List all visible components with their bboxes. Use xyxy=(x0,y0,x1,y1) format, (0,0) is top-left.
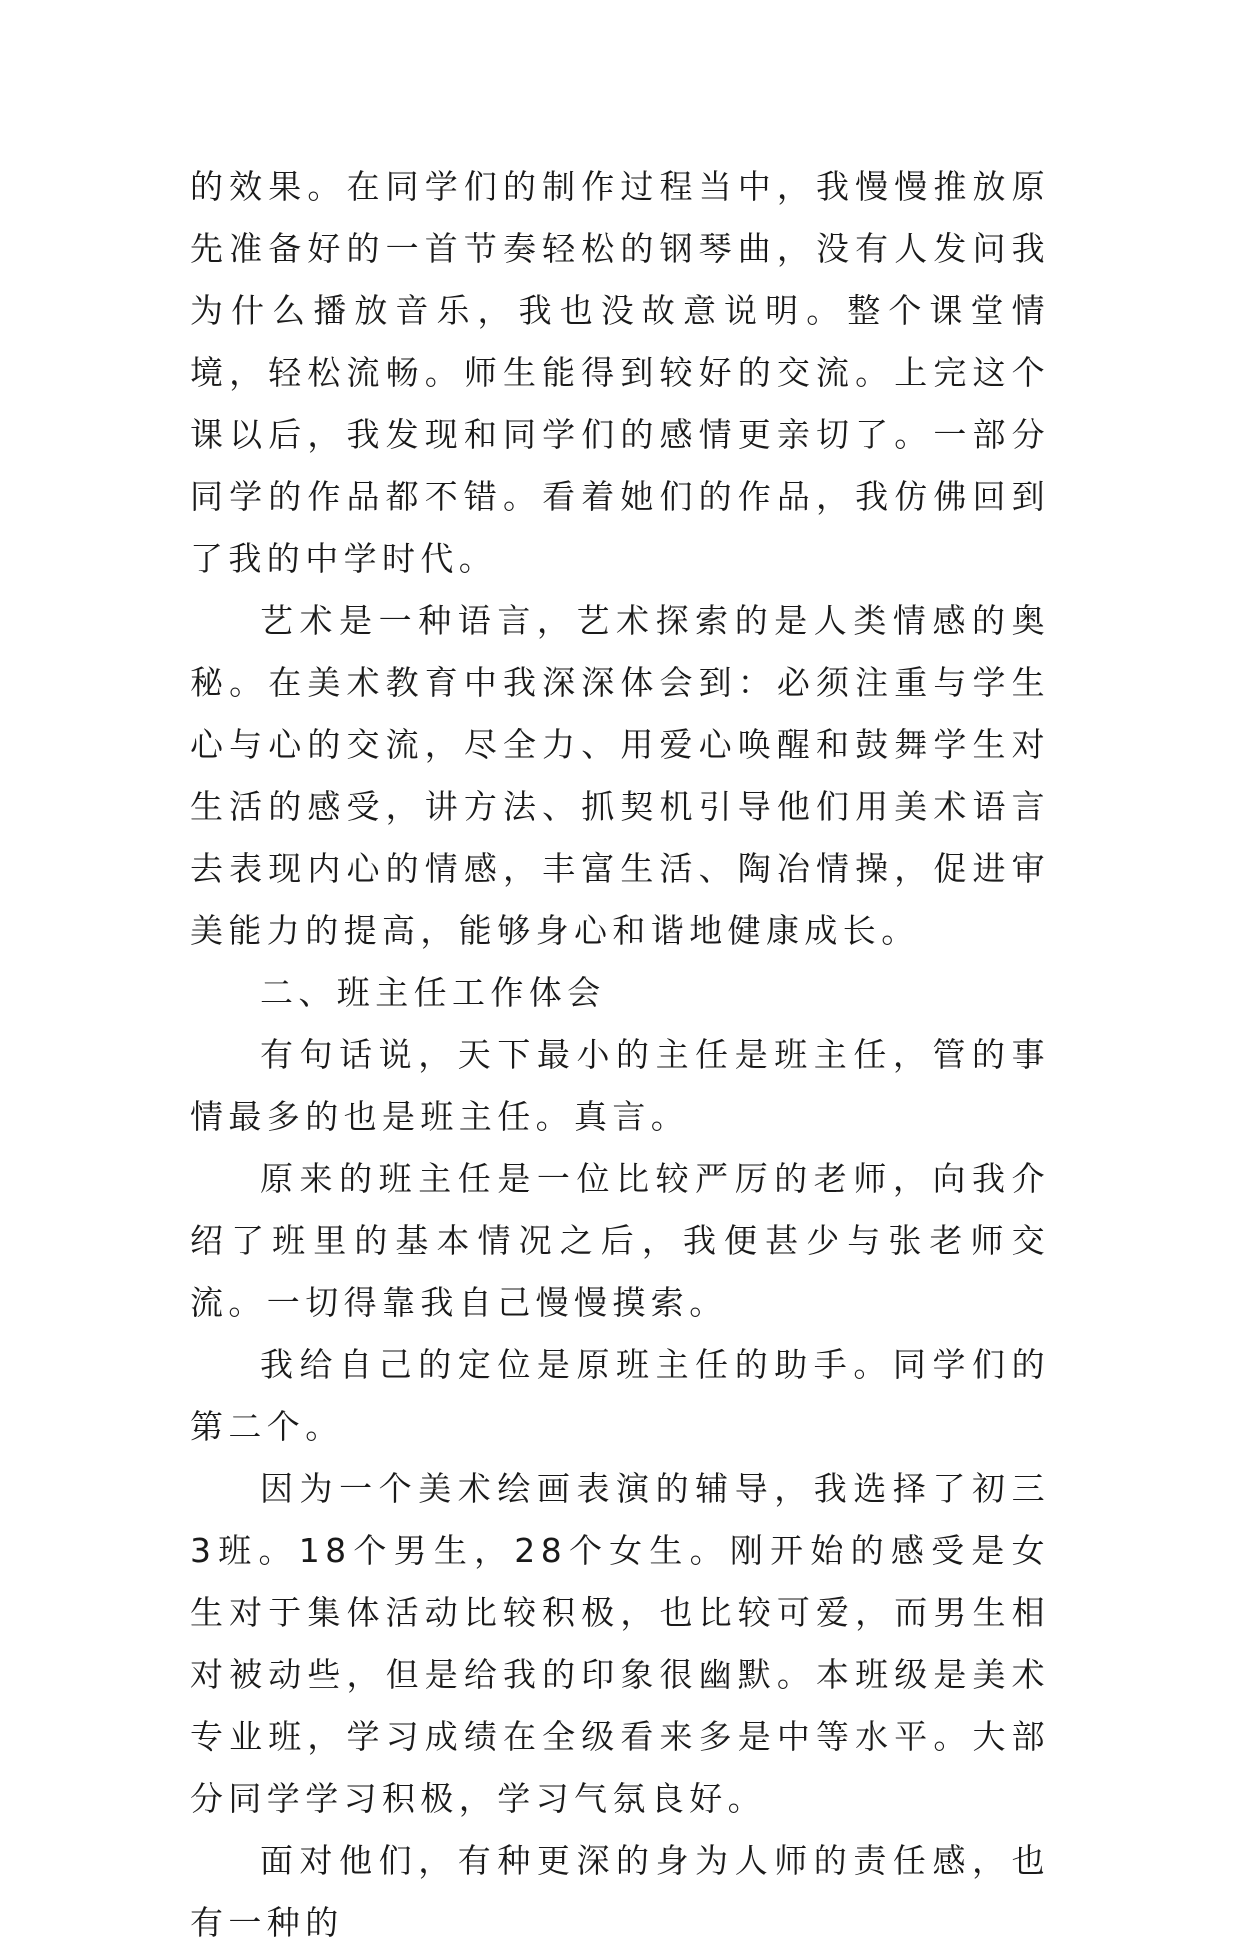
paragraph-1: 的效果。在同学们的制作过程当中，我慢慢推放原先准备好的一首节奏轻松的钢琴曲，没有人发问我为什么播放音乐，我也没故意说明。整个课堂情境，轻松流畅。师生能得到较好的交流。上完这个课以后，我发现和同学们的感情更亲切了。一部分同学的作品都不错。看着她们的作品，我仿佛回到了我的中学时代。 xyxy=(190,167,1050,578)
paragraph-6: 因为一个美术绘画表演的辅导，我选择了初三3班。18个男生，28个女生。刚开始的感受是女生对于集体活动比较积极，也比较可爱，而男生相对被动些，但是给我的印象很幽默。本班级是美术专业班，学习成绩在全级看来多是中等水平。大部分同学学习积极，学习气氛良好。 xyxy=(190,1469,1050,1818)
paragraph-4: 原来的班主任是一位比较严厉的老师，向我介绍了班里的基本情况之后，我便甚少与张老师交流。一切得靠我自己慢慢摸索。 xyxy=(190,1159,1050,1322)
document-body xyxy=(190,156,1050,1954)
paragraph-3: 有句话说，天下最小的主任是班主任，管的事情最多的也是班主任。真言。 xyxy=(190,1035,1050,1136)
section-heading: 二、班主任工作体会 xyxy=(260,973,606,1012)
paragraph-5: 我给自己的定位是原班主任的助手。同学们的第二个。 xyxy=(190,1345,1050,1446)
paragraph-7: 面对他们，有种更深的身为人师的责任感，也有一种的 xyxy=(190,1841,1050,1942)
paragraph-2: 艺术是一种语言，艺术探索的是人类情感的奥秘。在美术教育中我深深体会到：必须注重与学生心与心的交流，尽全力、用爱心唤醒和鼓舞学生对生活的感受，讲方法、抓契机引导他们用美术语言去表现内心的情感，丰富生活、陶冶情操，促进审美能力的提高，能够身心和谐地健康成长。 xyxy=(190,601,1050,950)
